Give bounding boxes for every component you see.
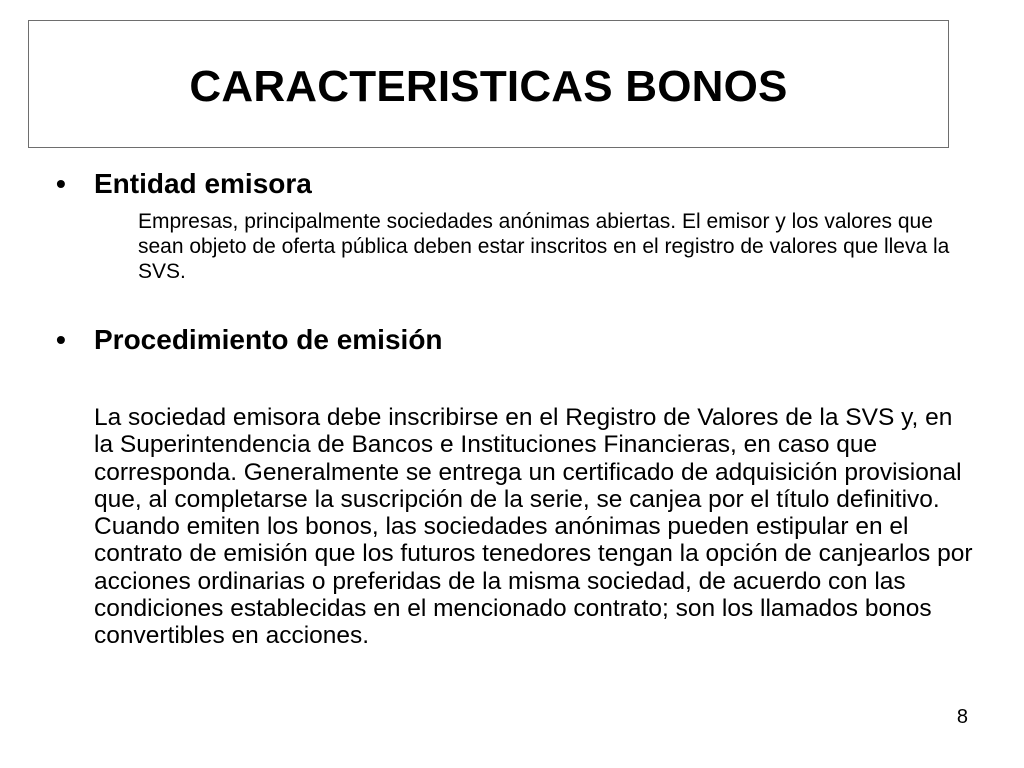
bullet-entidad-emisora [56, 168, 312, 200]
title-box [28, 20, 949, 148]
bullet-dot: • [56, 168, 66, 199]
bullet-procedimiento-emision [56, 324, 443, 356]
slide-title: CARACTERISTICAS BONOS [189, 62, 788, 111]
entidad-emisora-text: Empresas, principalmente sociedades anónimas abiertas. El emisor y los valores que sean objeto de oferta pública deben estar inscritos en el registro de valores que lleva la SVS. [138, 210, 950, 283]
bullet-dot: • [56, 324, 66, 355]
section-heading: Entidad emisora [94, 168, 312, 199]
page-number: 8 [956, 706, 968, 728]
section-heading: Procedimiento de emisión [94, 324, 443, 355]
procedimiento-emision-text: La sociedad emisora debe inscribirse en el Registro de Valores de la SVS y, en la Superintendencia de Bancos e Instituciones Financieras, en caso que corresponda. Generalmente se entrega un certificado de adquisición provisional que, al completarse la suscripción de la serie, se canjea por el título definitivo. Cuando emiten los bonos, las sociedades anónimas pueden estipular en el contrato de emisión que los futuros tenedores tengan la opción de canjearlos por acciones ordinarias o preferidas de la misma sociedad, de acuerdo con las condiciones establecidas en el mencionado contrato; son los llamados bonos convertibles en acciones. [94, 404, 973, 650]
